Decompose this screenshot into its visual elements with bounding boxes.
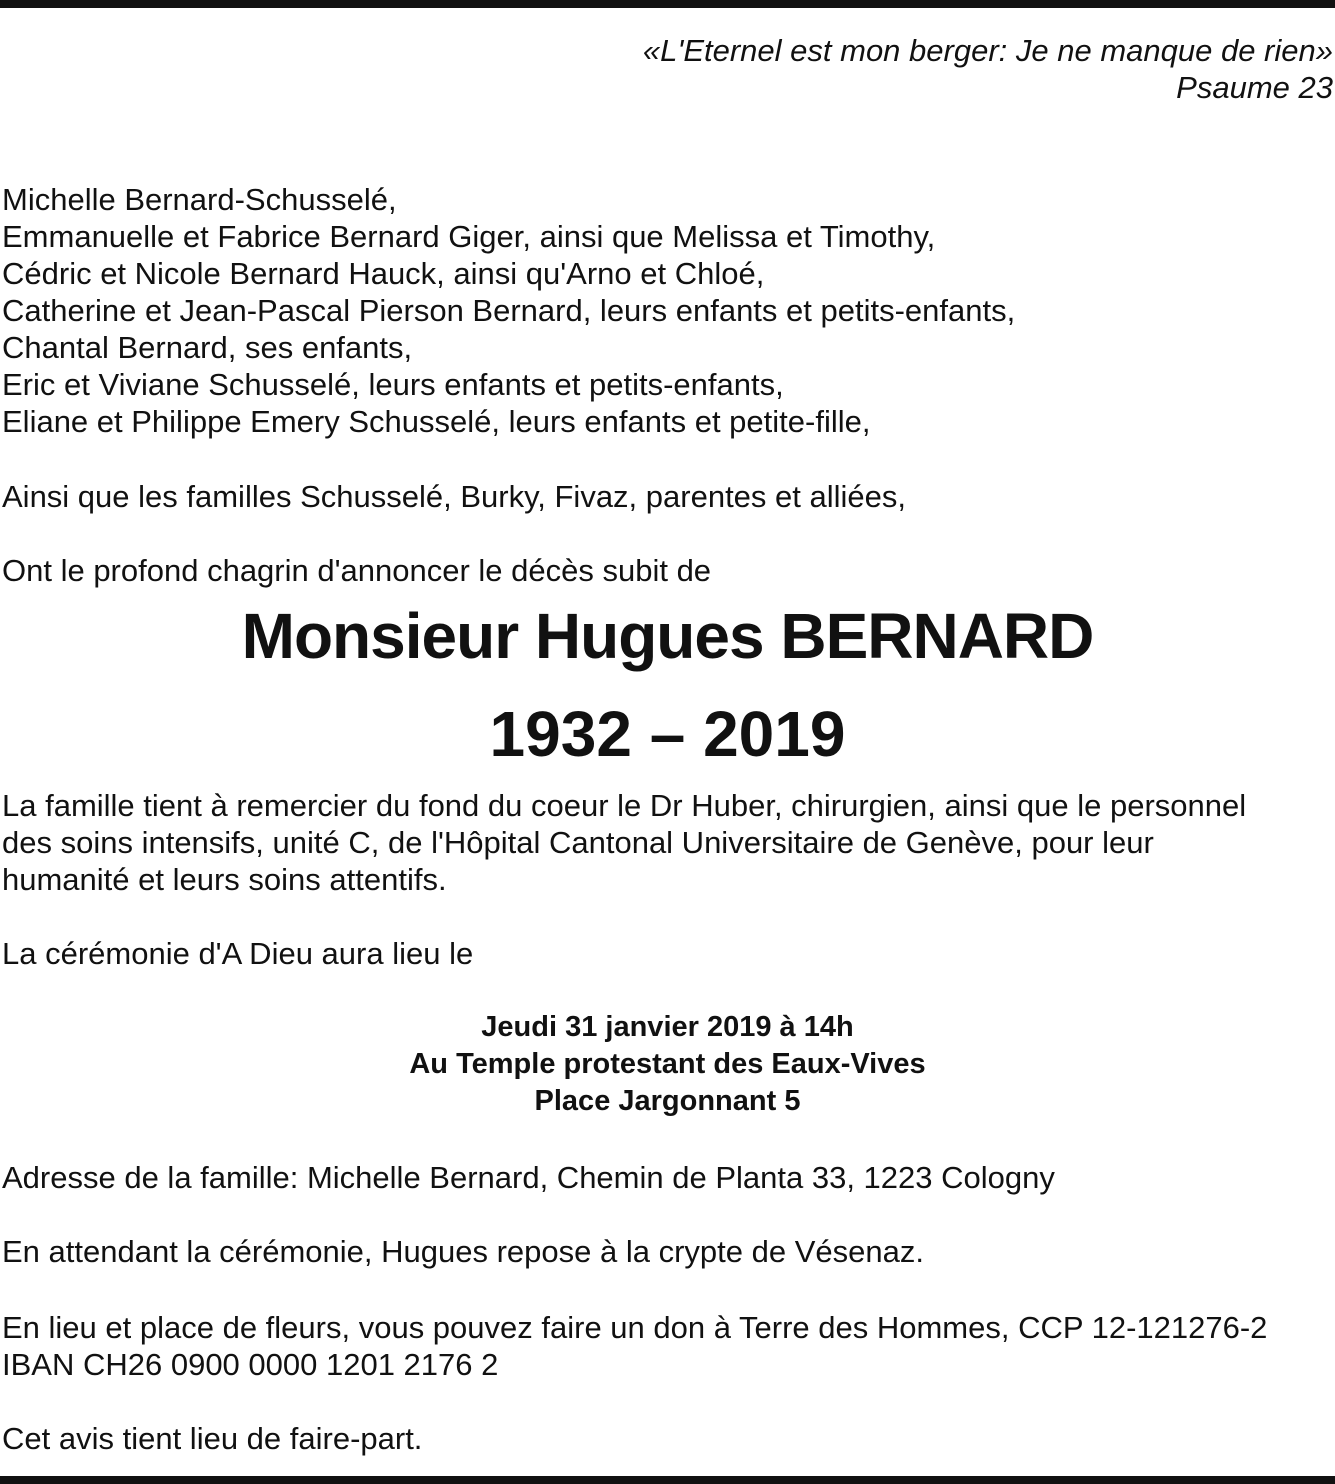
epigraph-quote: «L'Eternel est mon berger: Je ne manque de rien»: [642, 33, 1333, 68]
deceased-name: Monsieur Hugues BERNARD: [241, 600, 1094, 672]
ceremony-place: Au Temple protestant des Eaux-Vives: [409, 1048, 926, 1080]
thanks-paragraph: [2, 787, 1335, 898]
ceremony-date: Jeudi 31 janvier 2019 à 14h: [481, 1011, 854, 1043]
thanks-line: des soins intensifs, unité C, de l'Hôpital Cantonal Universitaire de Genève, pour leur: [2, 825, 1154, 860]
family-line: Catherine et Jean-Pascal Pierson Bernard, leurs enfants et petits-enfants,: [2, 293, 1016, 328]
ceremony-address: Place Jargonnant 5: [534, 1085, 801, 1117]
rest-notice: En attendant la cérémonie, Hugues repose à la crypte de Vésenaz.: [2, 1234, 924, 1269]
family-line: Chantal Bernard, ses enfants,: [2, 330, 413, 365]
donation-notice: [2, 1309, 1335, 1383]
family-line: Michelle Bernard-Schusselé,: [2, 182, 397, 217]
family-line: Eliane et Philippe Emery Schusselé, leurs enfants et petite-fille,: [2, 404, 871, 439]
donation-line: IBAN CH26 0900 0000 1201 2176 2: [2, 1347, 499, 1382]
thanks-line: La famille tient à remercier du fond du coeur le Dr Huber, chirurgien, ainsi que le personnel: [2, 788, 1247, 823]
donation-line: En lieu et place de fleurs, vous pouvez faire un don à Terre des Hommes, CCP 12-121276-2: [2, 1310, 1268, 1345]
bottom-border-rule: [0, 1476, 1335, 1484]
deceased-years: 1932 – 2019: [489, 698, 846, 770]
family-list: [2, 181, 1335, 440]
family-line: Cédric et Nicole Bernard Hauck, ainsi qu'Arno et Chloé,: [2, 256, 765, 291]
ceremony-details: [0, 1009, 1335, 1120]
family-line: Emmanuelle et Fabrice Bernard Giger, ainsi que Melissa et Timothy,: [2, 219, 936, 254]
thanks-line: humanité et leurs soins attentifs.: [2, 862, 447, 897]
epigraph-source: Psaume 23: [1176, 70, 1333, 105]
closing-note: Cet avis tient lieu de faire-part.: [2, 1421, 423, 1456]
top-border-rule: [0, 0, 1335, 8]
epigraph: [643, 32, 1333, 106]
family-address: Adresse de la famille: Michelle Bernard, Chemin de Planta 33, 1223 Cologny: [2, 1160, 1055, 1195]
announcement: Ont le profond chagrin d'annoncer le décès subit de: [2, 553, 712, 588]
family-line: Eric et Viviane Schusselé, leurs enfants et petits-enfants,: [2, 367, 784, 402]
extended-families: Ainsi que les familles Schusselé, Burky, Fivaz, parentes et alliées,: [2, 479, 906, 514]
ceremony-intro: La cérémonie d'A Dieu aura lieu le: [2, 936, 474, 971]
